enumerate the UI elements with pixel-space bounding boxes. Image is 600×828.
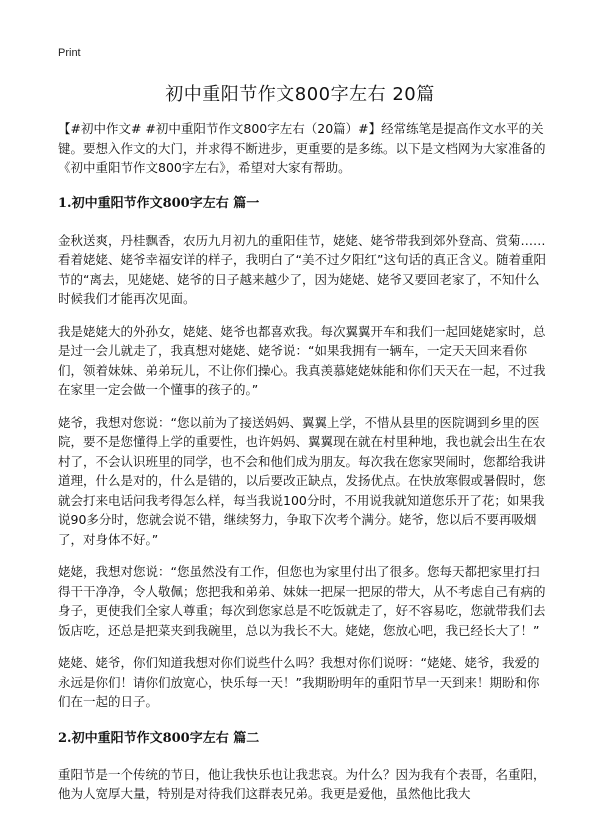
section-heading-2: 2.初中重阳节作文800字左右 篇二 — [58, 730, 260, 746]
section-1-paragraph: 我是姥姥大的外孙女，姥姥、姥爷也都喜欢我。每次翼翼开车和我们一起回姥姥家时，总是过一会儿就走了，我真想对姥姥、姥爷说：“如果我拥有一辆车，一定天天回来看你们，领着妹妹、弟弟玩儿，不让你们操心。我真羡慕姥姥妹能和你们天天在一起，不过我在家里一定会做一个懂事的孩子的。” — [58, 323, 546, 397]
section-1-paragraph: 姥姥，我想对您说：“您虽然没有工作，但您也为家里付出了很多。您每天都把家里打扫得干干净净，令人敬佩；您把我和弟弟、妹妹一把屎一把尿的带大，从不考虑自己有病的身子，更使我们全家人尊重；每次到您家总是不吃饭就走了，好不容易吃，您就带我们去饭店吃，还总是把菜夹到我碗里，总以为我长不大。姥姥，您放心吧，我已经长大了！” — [58, 564, 546, 638]
section-1-paragraph: 姥姥、姥爷，你们知道我想对你们说些什么吗？我想对你们说呀：“姥姥、姥爷，我爱的永远是你们！请你们放宽心，快乐每一天！”我期盼明年的重阳节早一天到来！期盼和你们在一起的日子。 — [58, 655, 540, 709]
intro-paragraph: 【#初中作文# #初中重阳节作文800字左右（20篇）#】经常练笔是提高作文水平的关键。要想入作文的大门，并求得不断进步，更重要的是多练。以下是文档网为大家准备的《初中重阳节作文800字左右》，希望对大家有帮助。 — [58, 121, 546, 175]
section-heading-1: 1.初中重阳节作文800字左右 篇一 — [58, 195, 260, 211]
section-1-paragraph: 姥爷，我想对您说：“您以前为了接送妈妈、翼翼上学，不惜从县里的医院调到乡里的医院，要不是您懂得上学的重要性，也许妈妈、翼翼现在就在村里种地，我也就会出生在农村了，不会认识班里的同学，也不会和他们成为朋友。每次我在您家哭闹时，您都给我讲道理，什么是对的，什么是错的，以后要改正缺点，发扬优点。在快放寒假或暑假时，您就会打来电话问我考得怎么样，每当我说100分时，不用说我就知道您乐开了花；如果我说90多分时，您就会说不错，继续努力，争取下次考个满分。姥爷，您以后不要再吸烟了，对身体不好。” — [58, 414, 546, 547]
document-body — [58, 119, 546, 804]
section-1-paragraph: 金秋送爽，丹桂飘香，农历九月初九的重阳佳节，姥姥、姥爷带我到郊外登高、赏菊……看着姥姥、姥爷幸福安详的样子，我明白了“美不过夕阳红”这句话的真正含义。随着重阳节的“离去，见姥姥、姥爷的日子越来越少了，因为姥姥、姥爷又要回老家了，不知什么时候我们才能再次见面。 — [58, 232, 546, 306]
section-2-paragraph: 重阳节是一个传统的节日，他让我快乐也让我悲哀。为什么？因为我有个表哥，名重阳，他为人宽厚大量，特别是对待我们这群表兄弟。我更是爱他，虽然他比我大 — [58, 766, 546, 801]
print-label: Print — [58, 47, 81, 59]
document-title: 初中重阳节作文800字左右 20篇 — [165, 84, 435, 105]
